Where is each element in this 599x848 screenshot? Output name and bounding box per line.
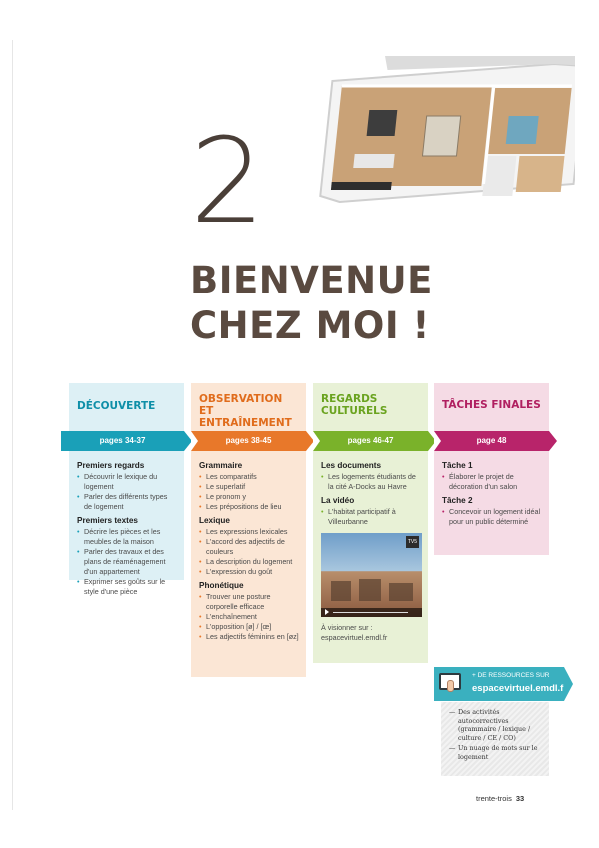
floor-plan-illustration: [305, 56, 575, 206]
list-item: • La description du logement: [199, 557, 299, 567]
column-regards-culturels: [313, 383, 428, 663]
list-item: • Les expressions lexicales: [199, 527, 299, 537]
list-item: • Les comparatifs: [199, 472, 299, 482]
list-item: • Les logements étudiants de la cité A-Docks au Havre: [321, 472, 421, 492]
page-margin-line: [12, 40, 13, 810]
chapter-number: 2: [190, 112, 264, 250]
building-window: [331, 581, 351, 601]
resources-banner[interactable]: [434, 667, 568, 701]
list-item: • L'opposition [ø] / [œ]: [199, 622, 299, 632]
video-controls: [321, 608, 422, 617]
chapter-title: [190, 258, 433, 348]
list-item: • Trouver une posture corporelle efficace: [199, 592, 299, 612]
section-title: Grammaire: [199, 461, 243, 470]
list-item: • Découvrir le lexique du logement: [77, 472, 177, 492]
list-item: • Les adjectifs féminins en [øz]: [199, 632, 299, 642]
building-window: [389, 583, 413, 601]
section-title: Tâche 1: [442, 461, 473, 470]
list-item: • L'accord des adjectifs de couleurs: [199, 537, 299, 557]
list-item: • Exprimer ses goûts sur le style d'une pièce: [77, 577, 177, 597]
list-item: • L'enchaînement: [199, 612, 299, 622]
page-label: trente-trois: [476, 794, 512, 803]
video-progress-track[interactable]: [333, 612, 408, 613]
watch-site-link[interactable]: espacevirtuel.emdl.fr: [321, 633, 388, 642]
video-thumbnail[interactable]: [321, 533, 422, 617]
column-heading: DÉCOUVERTE: [69, 383, 184, 431]
resources-item: — Un nuage de mots sur le logement: [449, 744, 543, 761]
list-item: • L'habitat participatif à Villeurbanne: [321, 507, 421, 527]
page-number: 33: [515, 794, 525, 803]
play-icon[interactable]: [325, 609, 329, 615]
chapter-title-line1: BIENVENUE: [190, 259, 433, 302]
section-title: Premiers regards: [77, 461, 145, 470]
column-taches-finales: [434, 383, 549, 555]
column-heading: OBSERVATION ET ENTRAÎNEMENT: [191, 383, 306, 431]
list-item: • Parler des différents types de logement: [77, 492, 177, 512]
pages-band: page 48: [434, 431, 549, 451]
list-item: • Élaborer le projet de décoration d'un salon: [442, 472, 542, 492]
chapter-title-line2: CHEZ MOI !: [190, 304, 430, 347]
resources-label: + DE RESSOURCES SUR: [472, 672, 550, 679]
column-body: [434, 451, 549, 555]
column-heading: REGARDS CULTURELS: [313, 383, 428, 431]
building-window: [359, 579, 381, 601]
section-title: Tâche 2: [442, 496, 473, 505]
hand-pointer-icon: [447, 680, 454, 692]
section-title: Lexique: [199, 516, 230, 525]
column-body: [313, 451, 428, 663]
section-title: Phonétique: [199, 581, 244, 590]
page-footer: [476, 794, 524, 803]
tv5-logo: TV5: [406, 536, 419, 548]
list-item: • Parler des travaux et des plans de réaménagement d'un appartement: [77, 547, 177, 577]
resources-list: [441, 702, 549, 776]
list-item: • Le superlatif: [199, 482, 299, 492]
column-heading: TÂCHES FINALES: [434, 383, 549, 431]
section-title: Premiers textes: [77, 516, 138, 525]
section-title: Les documents: [321, 461, 382, 470]
column-decouverte: [69, 383, 184, 596]
resources-item: — Des activités autocorrectives (grammaire / lexique / culture / CE / CO): [449, 708, 543, 742]
list-item: • Décrire les pièces et les meubles de la maison: [77, 527, 177, 547]
pages-band: pages 34-37: [61, 431, 184, 451]
column-body: [191, 451, 306, 677]
list-item: • L'expression du goût: [199, 567, 299, 577]
column-body: [69, 451, 184, 596]
list-item: • Le pronom y: [199, 492, 299, 502]
resources-site-link[interactable]: espacevirtuel.emdl.fr: [472, 683, 568, 694]
section-title: La vidéo: [321, 496, 355, 505]
pages-band: pages 38-45: [191, 431, 306, 451]
watch-label: À visionner sur :: [321, 623, 373, 632]
column-observation: [191, 383, 306, 677]
list-item: • Concevoir un logement idéal pour un public déterminé: [442, 507, 542, 527]
pages-band: pages 46-47: [313, 431, 428, 451]
list-item: • Les prépositions de lieu: [199, 502, 299, 512]
